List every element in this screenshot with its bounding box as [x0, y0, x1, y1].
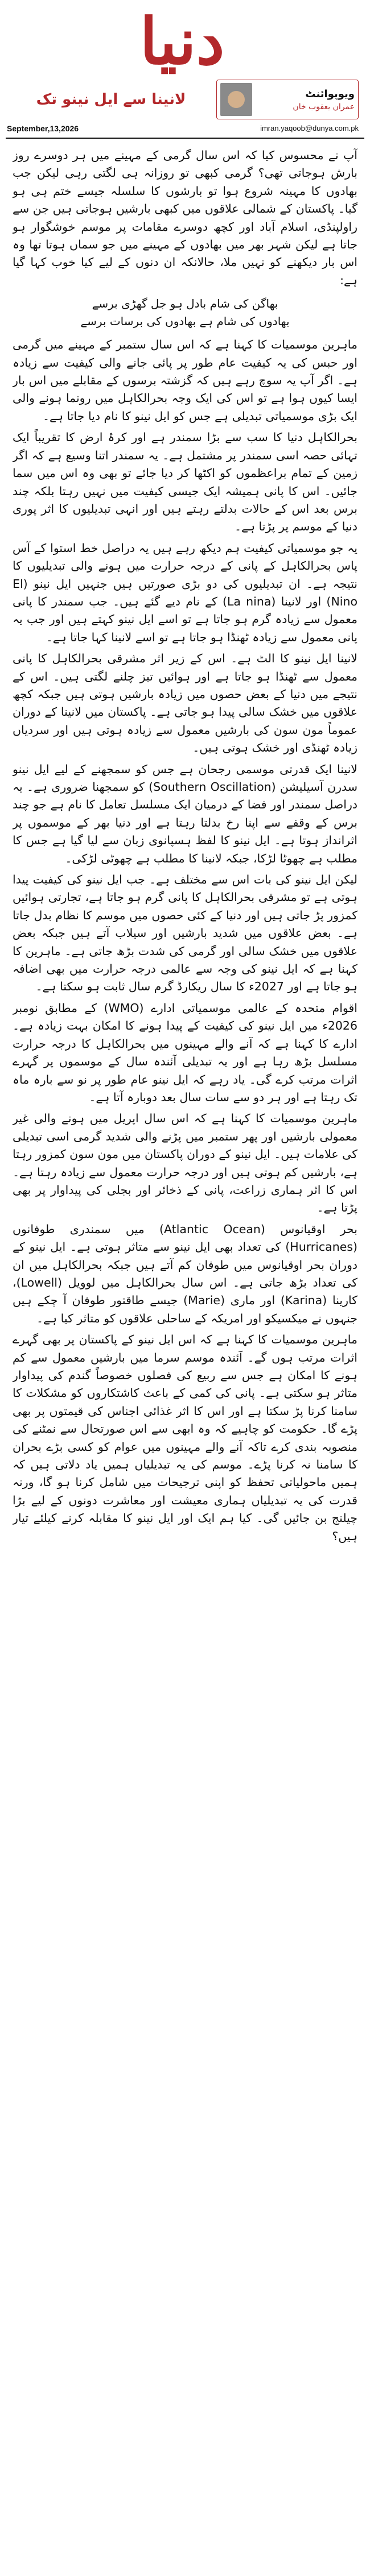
verse-line: بھادوں کی شام ہے بھادوں کی برسات برسے — [80, 314, 290, 329]
verse-line: بھاگن کی شام بادل ہو جل گھڑی برسے — [92, 297, 278, 311]
author-text — [293, 88, 355, 111]
newspaper-logo: دنیا — [139, 4, 225, 79]
paragraph: لیکن ایل نینو کی بات اس سے مختلف ہے۔ جب ایل نینو کی کیفیت پیدا ہوتی ہے تو مشرقی بحرالکاہل کا پانی گرم ہو جاتا ہے، تجارتی ہوائیں کمزور پڑ جاتی ہیں اور دنیا کے کئی حصوں میں موسم کا نظام بدل جاتا ہے۔ بعض علاقوں میں شدید بارشیں اور سیلاب آتے ہیں جبکہ بعض علاقوں میں خشک سالی اور گرمی کی شدت بڑھ جاتی ہے۔ ماہرین کا کہنا ہے کہ ایل نینو کی وجہ سے عالمی درجہ حرارت میں بھی اضافہ ہو جاتا ہے اور 2027ء کا سال ریکارڈ گرم سال ثابت ہو سکتا ہے۔ — [13, 873, 357, 994]
column-brand: ویوپوائنٹ — [305, 88, 355, 100]
paragraph: یہ جو موسمیاتی کیفیت ہم دیکھ رہے ہیں یہ دراصل خط استوا کے آس پاس بحرالکاہل کے پانی کے درجہ حرارت میں ہونے والی تبدیلیوں کا نتیجہ ہے۔ ان تبدیلیوں کی دو بڑی صورتیں ہیں جنہیں ایل نینو (El Nino) اور لانینا (La nina) کے نام دیے گئے ہیں۔ جب سمندر کا پانی معمول سے زیادہ گرم ہو جاتا ہے تو اسے ایل نینو کہتے ہیں اور جب یہ پانی معمول سے زیادہ ٹھنڈا ہو جاتا ہے تو اسے لانینا کہا جاتا ہے۔ — [13, 541, 357, 644]
verse — [13, 295, 357, 330]
author-name: عمران یعقوب خان — [293, 102, 355, 111]
article-title-bar — [11, 80, 211, 119]
paragraph: ماہرین موسمیات کا کہنا ہے کہ اس سال اپریل میں ہونے والی غیر معمولی بارشیں اور پھر ستمبر میں پڑنے والی شدید گرمی اسی تبدیلی کی علامات ہیں۔ ایل نینو کے دوران پاکستان میں مون سون کمزور رہتا ہے، بارشیں کم ہوتی ہیں اور درجہ حرارت معمول سے زیادہ رہتا ہے۔ اس کا اثر ہماری زراعت، پانی کے ذخائر اور بجلی کی پیداوار پر بھی پڑتا ہے۔ — [13, 1111, 357, 1215]
author-box — [216, 80, 359, 119]
paragraph: لانینا ایک قدرتی موسمی رجحان ہے جس کو سمجھنے کے لیے ایل نینو سدرن آسیلیشن (Southern Oscillation) کو سمجھنا ضروری ہے۔ یہ دراصل سمندر اور فضا کے درمیان ایک مسلسل تعامل کا نام ہے جو چند برس کے وقفے سے اپنا رخ بدلتا رہتا ہے اور دنیا بھر کے موسموں پر اثرانداز ہوتا ہے۔ ایل نینو کا لفظ ہسپانوی زبان سے لیا گیا ہے جس کا مطلب ہے چھوٹا لڑکا، جبکہ لانینا کا مطلب ہے چھوٹی لڑکی۔ — [13, 762, 357, 865]
publish-date: September,13,2026 — [7, 124, 79, 133]
author-photo — [220, 83, 252, 116]
paragraph: لانینا ایل نینو کا الٹ ہے۔ اس کے زیر اثر مشرقی بحرالکاہل کا پانی معمول سے ٹھنڈا ہو جاتا ہے اور ہوائیں تیز چلنے لگتی ہیں۔ اس کے نتیجے میں دنیا کے بعض حصوں میں زیادہ بارشیں ہوتی ہیں جبکہ کچھ علاقوں میں خشک سالی پیدا ہو جاتی ہے۔ پاکستان میں لانینا کے دوران عموماً مون سون کی بارشیں معمول سے زیادہ ہوتی ہیں اور سردیاں زیادہ ٹھنڈی اور خشک ہوتی ہیں۔ — [13, 652, 357, 755]
masthead — [0, 0, 370, 145]
paragraph: آپ نے محسوس کیا کہ اس سال گرمی کے مہینے میں ہر دوسرے روز بارش ہوجاتی تھی؟ گرمی کبھی تو روزانہ ہی لگتی رہی لیکن جب بھادوں کا مہینہ شروع ہوا تو بارشوں کا سلسلہ جیسے ختم ہی ہو گیا۔ پاکستان کے شمالی علاقوں میں کبھی بارشیں ہوجاتی ہیں جن سے راولپنڈی، اسلام آباد اور کچھ دوسرے مقامات پر موسم خوشگوار ہو جاتا ہے لیکن شہر بھر میں بھادوں کے مہینے میں جو سماں ہوتا تھا وہ اس بار دیکھنے کو نہیں ملا، حالانکہ ان دنوں کے لیے کیا خوب کہا گیا ہے: — [13, 148, 357, 287]
paragraph: ماہرین موسمیات کا کہنا ہے کہ اس ایل نینو کے پاکستان پر بھی گہرے اثرات مرتب ہوں گے۔ آئندہ موسم سرما میں بارشیں معمول سے کم ہونے کا امکان ہے جس سے ربیع کی فصلوں خصوصاً گندم کی پیداوار متاثر ہو سکتی ہے۔ پانی کی کمی کے باعث کاشتکاروں کو مشکلات کا سامنا کرنا پڑ سکتا ہے اور اس کا اثر غذائی اجناس کی قیمتوں پر بھی پڑے گا۔ حکومت کو چاہیے کہ وہ ابھی سے اس صورتحال سے نمٹنے کی منصوبہ بندی کرے تاکہ آنے والے مہینوں میں عوام کو کسی بڑے بحران کا سامنا نہ کرنا پڑے۔ موسم کی یہ تبدیلیاں ہمیں یاد دلاتی ہیں کہ ہمیں ماحولیاتی تحفظ کو اپنی ترجیحات میں شامل کرنا ہو گا، ورنہ قدرت کی یہ تبدیلیاں ہماری معیشت اور معاشرت دونوں کے لیے بڑا چیلنج بن جائیں گی۔ کیا ہم ایک اور ایل نینو کا مقابلہ کرنے کیلئے تیار ہیں؟ — [13, 1333, 357, 1543]
article-title: لانینا سے ایل نینو تک — [36, 91, 186, 108]
paragraph: اقوام متحدہ کے عالمی موسمیاتی ادارے (WMO) کے مطابق نومبر 2026ء میں ایل نینو کی کیفیت کے پیدا ہونے کا امکان بہت زیادہ ہے۔ ادارے کا کہنا ہے کہ آنے والے مہینوں میں بحرالکاہل کا درجہ حرارت مسلسل بڑھ رہا ہے اور یہ تبدیلی آئندہ سال کے موسموں پر گہرے اثرات مرتب کرے گی۔ یاد رہے کہ ایل نینو عام طور پر نو سے بارہ ماہ تک رہتا ہے اور ہر دو سے سات سال بعد دوبارہ آتا ہے۔ — [13, 1001, 357, 1104]
paragraph: ماہرین موسمیات کا کہنا ہے کہ اس سال ستمبر کے مہینے میں گرمی اور حبس کی یہ کیفیت عام طور پر پائی جانے والی کیفیت سے زیادہ ہے۔ اگر آپ یہ سوچ رہے ہیں کہ گزشتہ برسوں کے مقابلے میں اس بار ایسا کیوں ہوا ہے تو اس کی ایک وجہ بحرالکاہل میں رونما ہونے والی ایک بڑی موسمیاتی تبدیلی ہے جس کو ایل نینو کا نام دیا جاتا ہے۔ — [13, 338, 357, 423]
paragraph: بحرالکاہل دنیا کا سب سے بڑا سمندر ہے اور کرۂ ارض کا تقریباً ایک تہائی حصہ اسی سمندر پر مشتمل ہے۔ یہ سمندر اتنا وسیع ہے کہ اگر زمین کے تمام براعظموں کو اکٹھا کر دیا جائے تو بھی وہ اس میں سما جائیں۔ اس کا پانی ہمیشہ ایک جیسی کیفیت میں نہیں رہتا بلکہ چند برس بعد اس کے حالات بدلتے رہتے ہیں اور انہی تبدیلیوں کا اثر پوری دنیا کے موسم پر پڑتا ہے۔ — [13, 430, 357, 534]
header-divider — [6, 138, 364, 139]
author-email: imran.yaqoob@dunya.com.pk — [260, 124, 359, 132]
article-body — [13, 147, 357, 2563]
paragraph: بحر اوقیانوس (Atlantic Ocean) میں سمندری طوفانوں (Hurricanes) کی تعداد بھی ایل نینو سے متاثر ہوتی ہے۔ ایل نینو کے دوران بحر اوقیانوس میں طوفان کم آتے ہیں جبکہ بحرالکاہل میں ان کی تعداد بڑھ جاتی ہے۔ اس سال بحرالکاہل میں لوویل (Lowell)، کارینا (Karina) اور ماری (Marie) جیسے طاقتور طوفان آ چکے ہیں جنہوں نے میکسیکو اور امریکہ کے ساحلی علاقوں کو متاثر کیا ہے۔ — [13, 1222, 357, 1325]
